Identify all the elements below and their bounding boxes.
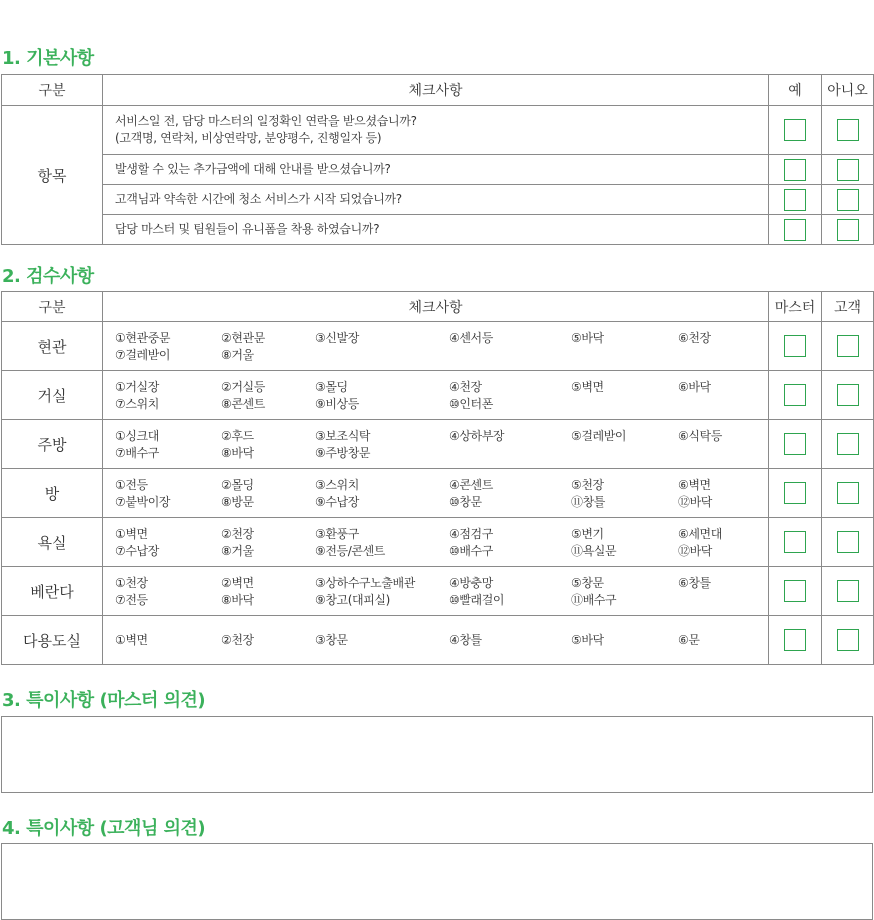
check-item: ⑨수납장 [315, 494, 359, 509]
inspection-row [2, 371, 874, 420]
yes-checkbox[interactable] [784, 219, 806, 241]
question-1-line2: (고객명, 연락처, 비상연락망, 분양평수, 진행일자 등) [115, 131, 382, 145]
header-check: 체크사항 [103, 292, 769, 322]
no-checkbox[interactable] [837, 219, 859, 241]
check-item: ②몰딩 [221, 477, 254, 492]
check-item: ③몰딩 [315, 379, 348, 394]
section2-title: 2. 검수사항 [2, 266, 94, 287]
section1-title: 1. 기본사항 [2, 48, 94, 69]
check-item: ⑤천장 [571, 477, 604, 492]
area-name: 현관 [2, 322, 103, 371]
check-item: ⑩배수구 [449, 543, 493, 558]
area-name: 다용도실 [2, 616, 103, 665]
check-item: ⑪창틀 [571, 494, 605, 509]
check-item: ⑦걸레받이 [115, 347, 171, 362]
section4-title: 4. 특이사항 (고객님 의견) [2, 818, 206, 839]
no-checkbox[interactable] [837, 159, 859, 181]
master-checkbox[interactable] [784, 531, 806, 553]
check-item: ①거실장 [115, 379, 159, 394]
master-opinion-field[interactable] [1, 716, 873, 793]
check-item: ②거실등 [221, 379, 265, 394]
area-name: 베란다 [2, 567, 103, 616]
area-items [103, 518, 769, 567]
section3-title: 3. 특이사항 (마스터 의견) [2, 690, 206, 711]
check-item: ⑧바닥 [221, 445, 254, 460]
customer-checkbox[interactable] [837, 433, 859, 455]
check-item: ⑤바닥 [571, 330, 604, 345]
check-item: ⑥문 [678, 633, 700, 647]
yes-checkbox[interactable] [784, 159, 806, 181]
check-item: ⑨비상등 [315, 396, 359, 411]
check-item: ②천장 [221, 633, 254, 647]
check-item: ⑧바닥 [221, 592, 254, 607]
area-name: 욕실 [2, 518, 103, 567]
inspection-row [2, 420, 874, 469]
header-master: 마스터 [769, 292, 822, 322]
customer-checkbox[interactable] [837, 384, 859, 406]
check-item: ④방충망 [449, 575, 493, 590]
area-items [103, 322, 769, 371]
area-items [103, 420, 769, 469]
area-name: 주방 [2, 420, 103, 469]
check-item: ⑧거울 [221, 347, 254, 362]
customer-checkbox[interactable] [837, 580, 859, 602]
check-item: ⑪배수구 [571, 592, 617, 607]
check-item: ⑨창고(대피실) [315, 592, 390, 607]
check-item: ③스위치 [315, 477, 359, 492]
check-item: ⑧거울 [221, 543, 254, 558]
header-yes: 예 [769, 75, 822, 106]
category-label: 항목 [2, 106, 103, 245]
area-items [103, 371, 769, 420]
inspection-row [2, 322, 874, 371]
check-item: ③보조식탁 [315, 428, 371, 443]
master-checkbox[interactable] [784, 384, 806, 406]
check-item: ⑧방문 [221, 494, 254, 509]
inspection-row [2, 567, 874, 616]
header-category: 구분 [2, 292, 103, 322]
customer-checkbox[interactable] [837, 531, 859, 553]
check-item: ⑥바닥 [678, 379, 711, 394]
check-item: ⑤변기 [571, 526, 604, 541]
check-item: ④천장 [449, 379, 482, 394]
master-checkbox[interactable] [784, 482, 806, 504]
customer-checkbox[interactable] [837, 629, 859, 651]
check-item: ③상하수구노출배관 [315, 575, 415, 590]
check-item: ⑨주방창문 [315, 445, 371, 460]
check-item: ⑥천장 [678, 330, 711, 345]
check-item: ⑧콘센트 [221, 396, 265, 411]
header-customer: 고객 [822, 292, 874, 322]
area-items [103, 616, 769, 665]
check-item: ②천장 [221, 526, 254, 541]
check-item: ④창틀 [449, 633, 482, 647]
check-item: ④센서등 [449, 330, 493, 345]
question-3: 고객님과 약속한 시간에 청소 서비스가 시작 되었습니까? [103, 185, 769, 215]
check-item: ④콘센트 [449, 477, 493, 492]
check-item: ①싱크대 [115, 428, 159, 443]
customer-checkbox[interactable] [837, 335, 859, 357]
header-check: 체크사항 [103, 75, 769, 106]
check-item: ⑦붙박이장 [115, 494, 171, 509]
check-item: ①천장 [115, 575, 148, 590]
check-item: ③신발장 [315, 330, 359, 345]
area-name: 방 [2, 469, 103, 518]
header-category: 구분 [2, 75, 103, 106]
check-item: ⑩인터폰 [449, 396, 493, 411]
master-checkbox[interactable] [784, 335, 806, 357]
check-item: ④점검구 [449, 526, 493, 541]
check-item: ⑦전등 [115, 592, 148, 607]
check-item: ⑫바닥 [678, 543, 712, 558]
check-item: ⑨전등/콘센트 [315, 543, 385, 558]
check-item: ⑦배수구 [115, 445, 159, 460]
check-item: ⑪욕실문 [571, 543, 617, 558]
yes-checkbox[interactable] [784, 189, 806, 211]
check-item: ①벽면 [115, 526, 148, 541]
question-2: 발생할 수 있는 추가금액에 대해 안내를 받으셨습니까? [103, 155, 769, 185]
inspection-table [1, 291, 874, 665]
master-checkbox[interactable] [784, 580, 806, 602]
customer-checkbox[interactable] [837, 482, 859, 504]
check-item: ⑥창틀 [678, 575, 711, 590]
customer-opinion-field[interactable] [1, 843, 873, 920]
check-item: ⑫바닥 [678, 494, 712, 509]
check-item: ①벽면 [115, 633, 148, 647]
inspection-row [2, 518, 874, 567]
check-item: ③창문 [315, 633, 348, 647]
check-item: ⑥세면대 [678, 526, 722, 541]
check-item: ⑤걸레받이 [571, 428, 627, 443]
area-items [103, 469, 769, 518]
question-1-line1: 서비스일 전, 담당 마스터의 일정확인 연락을 받으셨습니까? [115, 114, 417, 128]
check-item: ⑤창문 [571, 575, 604, 590]
basic-checklist-table [1, 74, 874, 245]
header-no: 아니오 [822, 75, 874, 106]
check-item: ③환풍구 [315, 526, 359, 541]
check-item: ⑤벽면 [571, 379, 604, 394]
check-item: ②후드 [221, 428, 254, 443]
area-name: 거실 [2, 371, 103, 420]
master-checkbox[interactable] [784, 629, 806, 651]
no-checkbox[interactable] [837, 119, 859, 141]
inspection-row [2, 616, 874, 665]
check-item: ⑤바닥 [571, 633, 604, 647]
area-items [103, 567, 769, 616]
question-1 [103, 106, 769, 155]
check-item: ⑦수납장 [115, 543, 159, 558]
check-item: ④상하부장 [449, 428, 505, 443]
check-item: ⑩빨래걸이 [449, 592, 505, 607]
yes-checkbox[interactable] [784, 119, 806, 141]
inspection-row [2, 469, 874, 518]
master-checkbox[interactable] [784, 433, 806, 455]
check-item: ①전등 [115, 477, 148, 492]
check-item: ⑥벽면 [678, 477, 711, 492]
no-checkbox[interactable] [837, 189, 859, 211]
check-item: ①현관중문 [115, 330, 171, 345]
check-item: ⑩창문 [449, 494, 482, 509]
check-item: ⑥식탁등 [678, 428, 722, 443]
check-item: ②벽면 [221, 575, 254, 590]
check-item: ②현관문 [221, 330, 265, 345]
question-4: 담당 마스터 및 팀원들이 유니폼을 착용 하였습니까? [103, 215, 769, 245]
check-item: ⑦스위치 [115, 396, 159, 411]
